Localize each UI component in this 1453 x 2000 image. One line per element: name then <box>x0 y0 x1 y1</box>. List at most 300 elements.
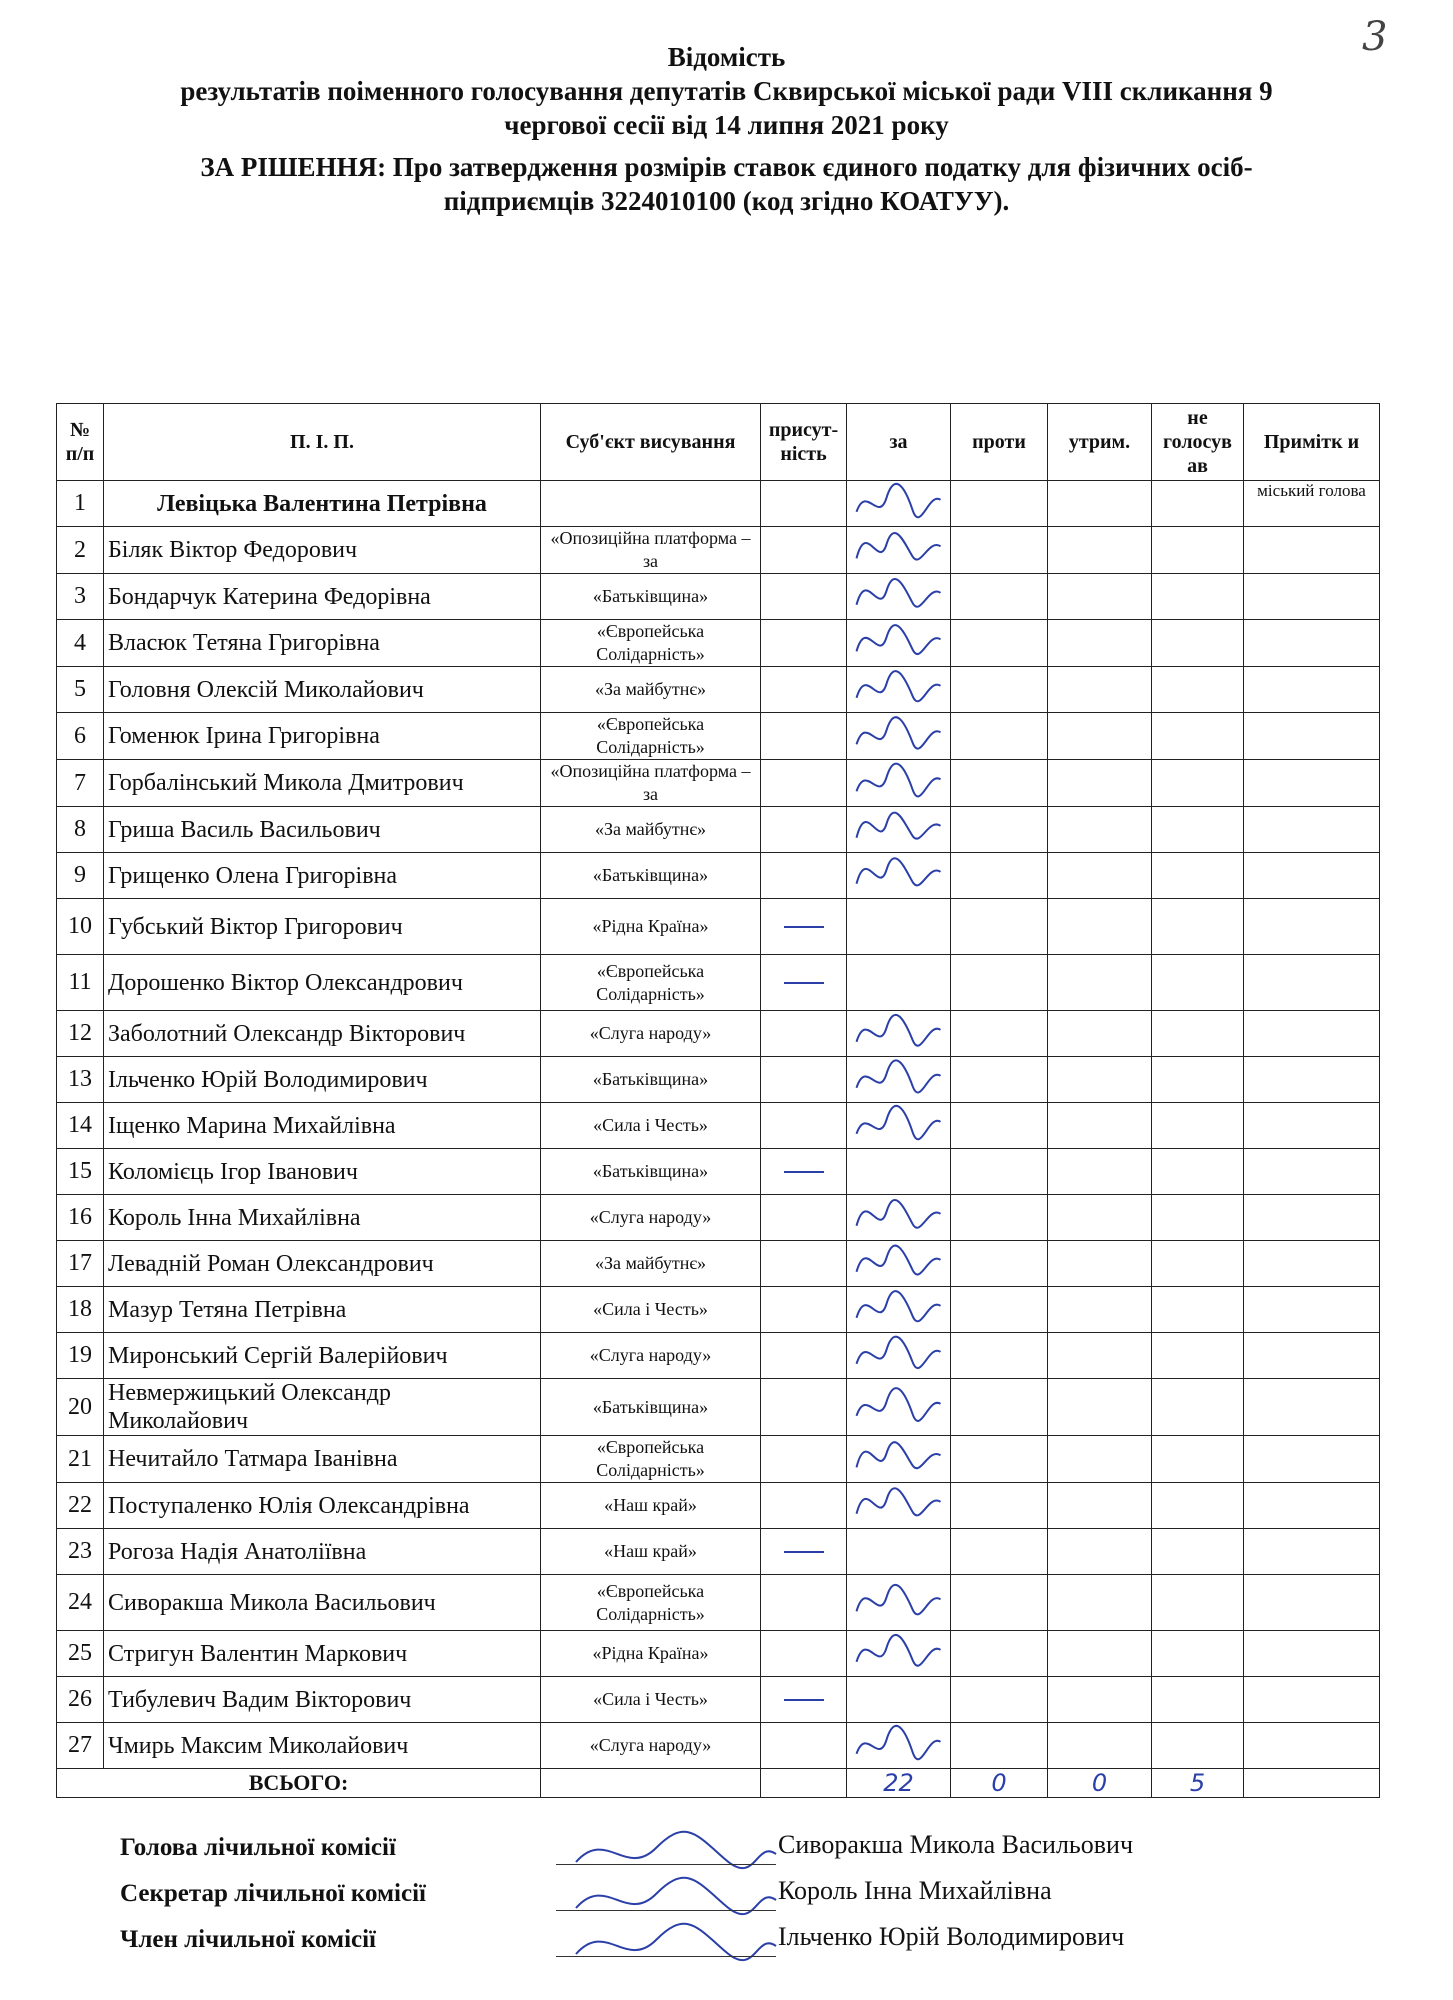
not-voted-cell <box>1152 807 1244 853</box>
vote-against-cell <box>951 667 1048 713</box>
table-row <box>57 1057 1380 1103</box>
row-number: 27 <box>57 1723 104 1769</box>
vote-abstain-cell <box>1048 1149 1152 1195</box>
nominating-party: «Європейська Солідарність» <box>541 620 761 667</box>
presence-cell <box>761 1149 847 1195</box>
vote-for-cell <box>847 1436 951 1483</box>
not-voted-cell <box>1152 527 1244 574</box>
table-row <box>57 1149 1380 1195</box>
vote-against-cell <box>951 620 1048 667</box>
deputy-name: Бондарчук Катерина Федорівна <box>104 574 541 620</box>
note-cell <box>1244 1287 1380 1333</box>
table-row <box>57 1011 1380 1057</box>
vote-abstain-cell <box>1048 899 1152 955</box>
deputy-name: Дорошенко Віктор Олександрович <box>104 955 541 1011</box>
nominating-party: «Слуга народу» <box>541 1195 761 1241</box>
vote-for-cell <box>847 853 951 899</box>
deputy-name: Біляк Віктор Федорович <box>104 527 541 574</box>
deputy-name: Ільченко Юрій Володимирович <box>104 1057 541 1103</box>
not-voted-cell <box>1152 1149 1244 1195</box>
deputy-name: Чмирь Максим Миколайович <box>104 1723 541 1769</box>
presence-cell <box>761 527 847 574</box>
nominating-party: «Європейська Солідарність» <box>541 1436 761 1483</box>
nominating-party: «Слуга народу» <box>541 1011 761 1057</box>
total-row <box>57 1769 1380 1798</box>
table-row <box>57 760 1380 807</box>
total-abstain: 0 <box>1048 1769 1152 1798</box>
vote-for-cell <box>847 1011 951 1057</box>
deputy-name: Горбалінський Микола Дмитрович <box>104 760 541 807</box>
vote-abstain-cell <box>1048 1011 1152 1057</box>
vote-for-cell <box>847 527 951 574</box>
note-cell <box>1244 1529 1380 1575</box>
vote-abstain-cell <box>1048 955 1152 1011</box>
not-voted-cell <box>1152 1483 1244 1529</box>
vote-against-cell <box>951 899 1048 955</box>
not-voted-cell <box>1152 1103 1244 1149</box>
vote-against-cell <box>951 1011 1048 1057</box>
signature-line <box>556 1910 776 1911</box>
presence-cell <box>761 1575 847 1631</box>
vote-for-cell <box>847 807 951 853</box>
note-cell <box>1244 1103 1380 1149</box>
table-row <box>57 1723 1380 1769</box>
nominating-party: «Європейська Солідарність» <box>541 713 761 760</box>
note-cell <box>1244 807 1380 853</box>
col-header-num: № п/п <box>57 404 104 481</box>
presence-cell <box>761 620 847 667</box>
nominating-party: «Рідна Країна» <box>541 1631 761 1677</box>
note-cell <box>1244 574 1380 620</box>
row-number: 4 <box>57 620 104 667</box>
note-cell: міський голова <box>1244 481 1380 527</box>
nominating-party <box>541 481 761 527</box>
nominating-party: «Сила і Честь» <box>541 1103 761 1149</box>
col-header-notes: Примітк и <box>1244 404 1380 481</box>
col-header-name: П. І. П. <box>104 404 541 481</box>
row-number: 16 <box>57 1195 104 1241</box>
col-header-present: присут-ність <box>761 404 847 481</box>
col-header-against: проти <box>951 404 1048 481</box>
total-for: 22 <box>847 1769 951 1798</box>
vote-against-cell <box>951 527 1048 574</box>
deputy-name: Головня Олексій Миколайович <box>104 667 541 713</box>
vote-abstain-cell <box>1048 481 1152 527</box>
nominating-party: «Батьківщина» <box>541 1379 761 1436</box>
vote-against-cell <box>951 1195 1048 1241</box>
vote-abstain-cell <box>1048 1287 1152 1333</box>
presence-cell <box>761 1195 847 1241</box>
vote-against-cell <box>951 1379 1048 1436</box>
vote-for-cell <box>847 1483 951 1529</box>
row-number: 25 <box>57 1631 104 1677</box>
total-label: ВСЬОГО: <box>57 1769 541 1798</box>
nominating-party: «Батьківщина» <box>541 853 761 899</box>
vote-against-cell <box>951 955 1048 1011</box>
not-voted-cell <box>1152 1241 1244 1287</box>
vote-for-cell <box>847 955 951 1011</box>
signature-line <box>556 1956 776 1957</box>
row-number: 18 <box>57 1287 104 1333</box>
presence-cell <box>761 899 847 955</box>
voting-table <box>56 403 1380 1798</box>
vote-against-cell <box>951 1149 1048 1195</box>
vote-for-cell <box>847 899 951 955</box>
vote-abstain-cell <box>1048 1436 1152 1483</box>
doc-title: Відомість <box>667 42 786 72</box>
deputy-name: Коломієць Ігор Іванович <box>104 1149 541 1195</box>
decision-line2: підприємців 3224010100 (код згідно КОАТУУ). <box>443 186 1010 216</box>
presence-cell <box>761 853 847 899</box>
vote-against-cell <box>951 1631 1048 1677</box>
presence-cell <box>761 1011 847 1057</box>
vote-abstain-cell <box>1048 527 1152 574</box>
row-number: 15 <box>57 1149 104 1195</box>
presence-cell <box>761 1287 847 1333</box>
table-row <box>57 1287 1380 1333</box>
row-number: 3 <box>57 574 104 620</box>
not-voted-cell <box>1152 1677 1244 1723</box>
vote-for-cell <box>847 1677 951 1723</box>
presence-cell <box>761 1241 847 1287</box>
deputy-name: Тибулевич Вадим Вікторович <box>104 1677 541 1723</box>
table-row <box>57 955 1380 1011</box>
row-number: 19 <box>57 1333 104 1379</box>
absence-dash-mark <box>784 982 824 984</box>
vote-abstain-cell <box>1048 574 1152 620</box>
row-number: 20 <box>57 1379 104 1436</box>
vote-abstain-cell <box>1048 667 1152 713</box>
nominating-party: «Слуга народу» <box>541 1723 761 1769</box>
presence-cell <box>761 1677 847 1723</box>
presence-cell <box>761 481 847 527</box>
row-number: 13 <box>57 1057 104 1103</box>
table-row <box>57 481 1380 527</box>
table-row <box>57 527 1380 574</box>
deputy-name: Грищенко Олена Григорівна <box>104 853 541 899</box>
vote-for-cell <box>847 620 951 667</box>
vote-abstain-cell <box>1048 1483 1152 1529</box>
deputy-name: Левадній Роман Олександрович <box>104 1241 541 1287</box>
not-voted-cell <box>1152 667 1244 713</box>
table-row <box>57 1529 1380 1575</box>
vote-abstain-cell <box>1048 1333 1152 1379</box>
vote-against-cell <box>951 481 1048 527</box>
table-row <box>57 807 1380 853</box>
note-cell <box>1244 1333 1380 1379</box>
table-row <box>57 620 1380 667</box>
vote-abstain-cell <box>1048 1529 1152 1575</box>
row-number: 9 <box>57 853 104 899</box>
vote-abstain-cell <box>1048 1575 1152 1631</box>
table-row <box>57 667 1380 713</box>
vote-against-cell <box>951 807 1048 853</box>
deputy-name: Король Інна Михайлівна <box>104 1195 541 1241</box>
nominating-party: «Європейська Солідарність» <box>541 1575 761 1631</box>
table-row <box>57 1379 1380 1436</box>
table-row <box>57 1195 1380 1241</box>
row-number: 8 <box>57 807 104 853</box>
not-voted-cell <box>1152 713 1244 760</box>
commission-member-name: Сиворакша Микола Васильович <box>778 1830 1134 1859</box>
vote-abstain-cell <box>1048 1195 1152 1241</box>
presence-cell <box>761 713 847 760</box>
presence-cell <box>761 1333 847 1379</box>
row-number: 2 <box>57 527 104 574</box>
vote-for-cell <box>847 1057 951 1103</box>
presence-cell <box>761 574 847 620</box>
nominating-party: «За майбутнє» <box>541 807 761 853</box>
vote-abstain-cell <box>1048 1677 1152 1723</box>
signature-line <box>556 1864 776 1865</box>
vote-abstain-cell <box>1048 853 1152 899</box>
note-cell <box>1244 1631 1380 1677</box>
vote-for-cell <box>847 713 951 760</box>
vote-against-cell <box>951 1529 1048 1575</box>
total-notes <box>1244 1769 1380 1798</box>
absence-dash-mark <box>784 1699 824 1701</box>
deputy-name: Сиворакша Микола Васильович <box>104 1575 541 1631</box>
nominating-party: «Батьківщина» <box>541 1149 761 1195</box>
nominating-party: «Опозиційна платформа – за <box>541 527 761 574</box>
note-cell <box>1244 713 1380 760</box>
commission-role: Голова лічильної комісії <box>120 1834 396 1861</box>
row-number: 22 <box>57 1483 104 1529</box>
table-row <box>57 574 1380 620</box>
table-row <box>57 1241 1380 1287</box>
commission-member-name: Король Інна Михайлівна <box>778 1876 1052 1905</box>
total-against: 0 <box>951 1769 1048 1798</box>
deputy-name: Мазур Тетяна Петрівна <box>104 1287 541 1333</box>
deputy-name: Невмержицький Олександр Миколайович <box>104 1379 541 1436</box>
nominating-party: «Сила і Честь» <box>541 1677 761 1723</box>
deputy-name: Гриша Василь Васильович <box>104 807 541 853</box>
vote-against-cell <box>951 1103 1048 1149</box>
absence-dash-mark <box>784 1551 824 1553</box>
note-cell <box>1244 1379 1380 1436</box>
total-present <box>761 1769 847 1798</box>
not-voted-cell <box>1152 1529 1244 1575</box>
commission-chair <box>120 1830 1370 1876</box>
row-number: 17 <box>57 1241 104 1287</box>
deputy-name: Власюк Тетяна Григорівна <box>104 620 541 667</box>
note-cell <box>1244 1057 1380 1103</box>
nominating-party: «Наш край» <box>541 1483 761 1529</box>
nominating-party: «За майбутнє» <box>541 667 761 713</box>
note-cell <box>1244 899 1380 955</box>
presence-cell <box>761 1723 847 1769</box>
nominating-party: «Опозиційна платформа – за <box>541 760 761 807</box>
presence-cell <box>761 1631 847 1677</box>
not-voted-cell <box>1152 1379 1244 1436</box>
absence-dash-mark <box>784 926 824 928</box>
doc-subtitle-line1: результатів поіменного голосування депутатів Сквирської міської ради VIII скликання 9 <box>180 76 1273 106</box>
decision-line1: ЗА РІШЕННЯ: Про затвердження розмірів ставок єдиного податку для фізичних осіб- <box>200 152 1253 182</box>
vote-abstain-cell <box>1048 1631 1152 1677</box>
col-header-not-voted: не голосув ав <box>1152 404 1244 481</box>
vote-against-cell <box>951 1057 1048 1103</box>
commission-member <box>120 1922 1370 1968</box>
note-cell <box>1244 1723 1380 1769</box>
note-cell <box>1244 620 1380 667</box>
not-voted-cell <box>1152 1631 1244 1677</box>
row-number: 5 <box>57 667 104 713</box>
presence-cell <box>761 1103 847 1149</box>
vote-abstain-cell <box>1048 1057 1152 1103</box>
vote-against-cell <box>951 1333 1048 1379</box>
page-number: 3 <box>1362 14 1388 60</box>
presence-cell <box>761 1529 847 1575</box>
note-cell <box>1244 1677 1380 1723</box>
not-voted-cell <box>1152 1011 1244 1057</box>
commission-role: Секретар лічильної комісії <box>120 1880 426 1907</box>
note-cell <box>1244 1011 1380 1057</box>
note-cell <box>1244 1195 1380 1241</box>
not-voted-cell <box>1152 1057 1244 1103</box>
presence-cell <box>761 667 847 713</box>
vote-for-cell <box>847 481 951 527</box>
not-voted-cell <box>1152 574 1244 620</box>
deputy-name: Рогоза Надія Анатоліївна <box>104 1529 541 1575</box>
nominating-party: «За майбутнє» <box>541 1241 761 1287</box>
vote-for-cell <box>847 1333 951 1379</box>
presence-cell <box>761 1483 847 1529</box>
note-cell <box>1244 1149 1380 1195</box>
note-cell <box>1244 1241 1380 1287</box>
table-row <box>57 1436 1380 1483</box>
nominating-party: «Батьківщина» <box>541 1057 761 1103</box>
table-row <box>57 899 1380 955</box>
vote-for-cell <box>847 760 951 807</box>
vote-against-cell <box>951 1287 1048 1333</box>
vote-abstain-cell <box>1048 1723 1152 1769</box>
deputy-name: Гоменюк Ірина Григорівна <box>104 713 541 760</box>
row-number: 12 <box>57 1011 104 1057</box>
table-row <box>57 1483 1380 1529</box>
not-voted-cell <box>1152 481 1244 527</box>
vote-for-cell <box>847 1103 951 1149</box>
note-cell <box>1244 1483 1380 1529</box>
presence-cell <box>761 1057 847 1103</box>
not-voted-cell <box>1152 1333 1244 1379</box>
total-not-voted: 5 <box>1152 1769 1244 1798</box>
row-number: 1 <box>57 481 104 527</box>
deputy-name: Іщенко Марина Михайлівна <box>104 1103 541 1149</box>
nominating-party: «Слуга народу» <box>541 1333 761 1379</box>
vote-against-cell <box>951 713 1048 760</box>
counting-commission <box>120 1830 1370 1968</box>
not-voted-cell <box>1152 620 1244 667</box>
col-header-for: за <box>847 404 951 481</box>
row-number: 14 <box>57 1103 104 1149</box>
vote-for-cell <box>847 1575 951 1631</box>
presence-cell <box>761 1436 847 1483</box>
vote-abstain-cell <box>1048 1241 1152 1287</box>
table-header-row <box>57 404 1380 481</box>
vote-for-cell <box>847 1631 951 1677</box>
deputy-name: Стригун Валентин Маркович <box>104 1631 541 1677</box>
not-voted-cell <box>1152 1436 1244 1483</box>
table-row <box>57 713 1380 760</box>
not-voted-cell <box>1152 1287 1244 1333</box>
vote-against-cell <box>951 1723 1048 1769</box>
note-cell <box>1244 527 1380 574</box>
deputy-name: Левіцька Валентина Петрівна <box>104 481 541 527</box>
col-header-party: Суб'єкт висування <box>541 404 761 481</box>
presence-cell <box>761 955 847 1011</box>
deputy-name: Нечитайло Татмара Іванівна <box>104 1436 541 1483</box>
table-row <box>57 1103 1380 1149</box>
vote-for-cell <box>847 1287 951 1333</box>
total-party <box>541 1769 761 1798</box>
doc-subtitle-line2: чергової сесії від 14 липня 2021 року <box>504 110 949 140</box>
nominating-party: «Європейська Солідарність» <box>541 955 761 1011</box>
presence-cell <box>761 760 847 807</box>
table-row <box>57 1575 1380 1631</box>
vote-abstain-cell <box>1048 1379 1152 1436</box>
nominating-party: «Батьківщина» <box>541 574 761 620</box>
vote-for-cell <box>847 1149 951 1195</box>
note-cell <box>1244 667 1380 713</box>
row-number: 24 <box>57 1575 104 1631</box>
vote-against-cell <box>951 1241 1048 1287</box>
table-row <box>57 1631 1380 1677</box>
commission-role: Член лічильної комісії <box>120 1926 377 1953</box>
not-voted-cell <box>1152 760 1244 807</box>
not-voted-cell <box>1152 1195 1244 1241</box>
table-row <box>57 853 1380 899</box>
note-cell <box>1244 1575 1380 1631</box>
note-cell <box>1244 955 1380 1011</box>
commission-secretary <box>120 1876 1370 1922</box>
not-voted-cell <box>1152 853 1244 899</box>
not-voted-cell <box>1152 1723 1244 1769</box>
presence-cell <box>761 807 847 853</box>
nominating-party: «Рідна Країна» <box>541 899 761 955</box>
vote-against-cell <box>951 1677 1048 1723</box>
row-number: 6 <box>57 713 104 760</box>
nominating-party: «Сила і Честь» <box>541 1287 761 1333</box>
row-number: 7 <box>57 760 104 807</box>
vote-for-cell <box>847 1195 951 1241</box>
vote-against-cell <box>951 574 1048 620</box>
vote-abstain-cell <box>1048 1103 1152 1149</box>
deputy-name: Заболотний Олександр Вікторович <box>104 1011 541 1057</box>
note-cell <box>1244 853 1380 899</box>
absence-dash-mark <box>784 1171 824 1173</box>
vote-for-cell <box>847 667 951 713</box>
vote-abstain-cell <box>1048 620 1152 667</box>
vote-abstain-cell <box>1048 713 1152 760</box>
vote-against-cell <box>951 1575 1048 1631</box>
document-header <box>40 40 1413 218</box>
row-number: 10 <box>57 899 104 955</box>
deputy-name: Поступаленко Юлія Олександрівна <box>104 1483 541 1529</box>
vote-against-cell <box>951 760 1048 807</box>
vote-abstain-cell <box>1048 807 1152 853</box>
not-voted-cell <box>1152 899 1244 955</box>
vote-for-cell <box>847 1241 951 1287</box>
table-row <box>57 1333 1380 1379</box>
col-header-abstain: утрим. <box>1048 404 1152 481</box>
commission-member-name: Ільченко Юрій Володимирович <box>778 1922 1125 1951</box>
presence-cell <box>761 1379 847 1436</box>
vote-against-cell <box>951 1436 1048 1483</box>
row-number: 26 <box>57 1677 104 1723</box>
row-number: 23 <box>57 1529 104 1575</box>
deputy-name: Губський Віктор Григорович <box>104 899 541 955</box>
nominating-party: «Наш край» <box>541 1529 761 1575</box>
